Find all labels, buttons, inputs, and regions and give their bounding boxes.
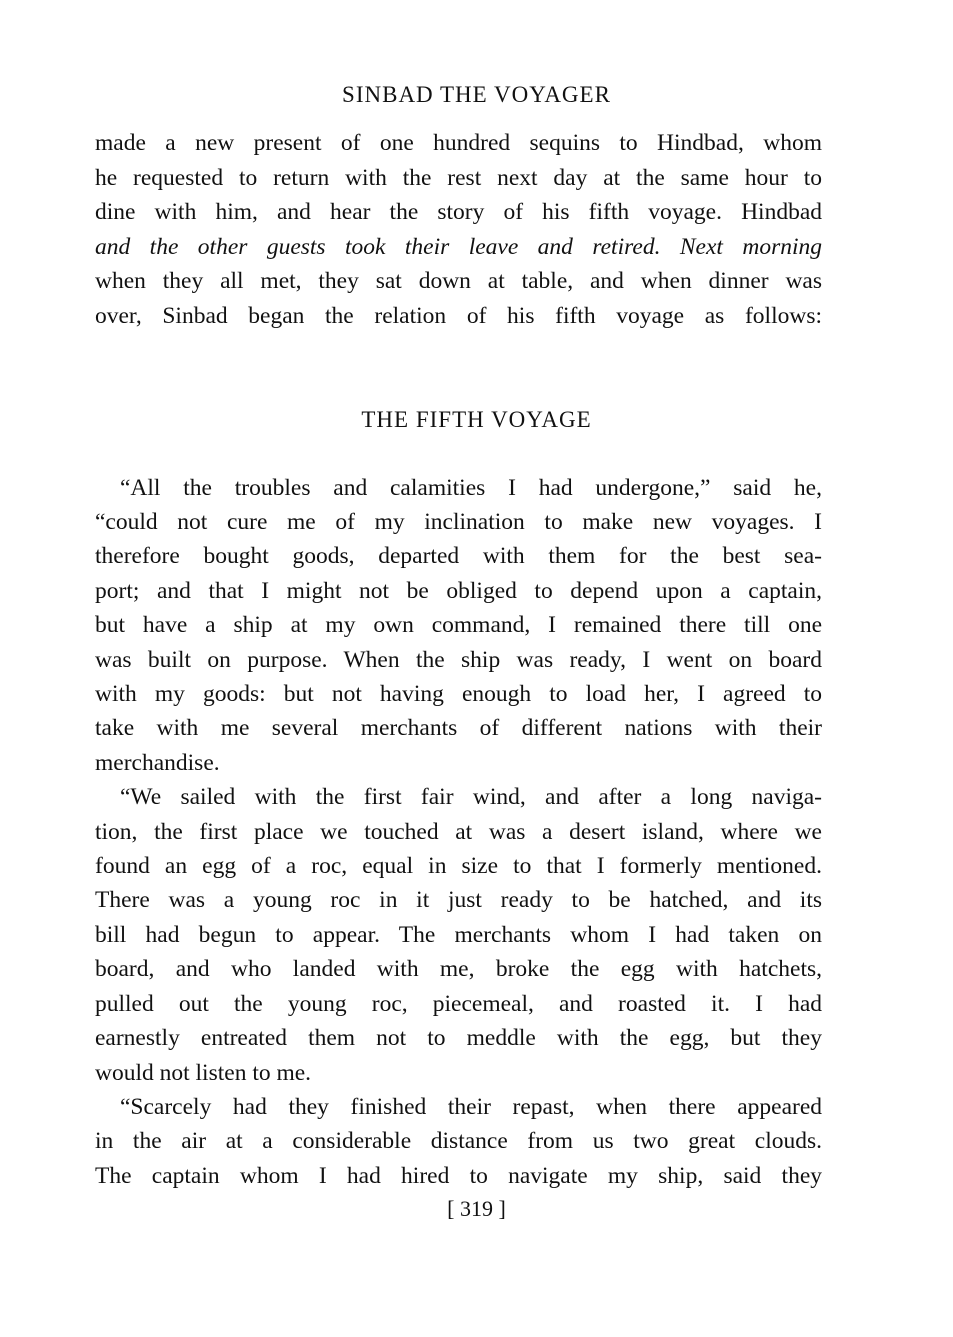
text-line: earnestly entreated them not to meddle with the egg, but they	[95, 1025, 822, 1051]
text-line: “All the troubles and calamities I had undergone,” said he,	[120, 475, 822, 501]
text-line: but have a ship at my own command, I remained there till one	[95, 612, 822, 638]
text-line: and the other guests took their leave and retired. Next morning	[95, 234, 822, 260]
text-line: “Scarcely had they finished their repast, when there appeared	[120, 1094, 822, 1120]
page-number: [ 319 ]	[447, 1196, 506, 1221]
running-head: SINBAD THE VOYAGER	[342, 82, 611, 107]
text-line: in the air at a considerable distance from us two great clouds.	[95, 1128, 822, 1154]
text-line: “could not cure me of my inclination to make new voyages. I	[95, 509, 822, 535]
text-line: dine with him, and hear the story of his fifth voyage. Hindbad	[95, 199, 822, 225]
text-line: The captain whom I had hired to navigate my ship, said they	[95, 1163, 822, 1189]
text-line: over, Sinbad began the relation of his fifth voyage as follows:	[95, 303, 822, 329]
text-line: with my goods: but not having enough to load her, I agreed to	[95, 681, 822, 707]
chapter-title: THE FIFTH VOYAGE	[361, 407, 592, 432]
text-line: “We sailed with the first fair wind, and after a long naviga-	[120, 784, 822, 810]
text-line: would not listen to me.	[95, 1060, 312, 1086]
text-line: was built on purpose. When the ship was ready, I went on board	[95, 647, 822, 673]
text-line: port; and that I might not be obliged to depend upon a captain,	[95, 578, 822, 604]
text-line: merchandise.	[95, 750, 220, 776]
text-line: tion, the first place we touched at was a desert island, where we	[95, 819, 822, 845]
text-line: therefore bought goods, departed with them for the best sea-	[95, 543, 822, 569]
text-line: made a new present of one hundred sequins to Hindbad, whom	[95, 130, 822, 156]
text-line: he requested to return with the rest next day at the same hour to	[95, 165, 822, 191]
text-line: pulled out the young roc, piecemeal, and roasted it. I had	[95, 991, 822, 1017]
text-line: board, and who landed with me, broke the egg with hatchets,	[95, 956, 822, 982]
text-line: take with me several merchants of different nations with their	[95, 715, 822, 741]
text-line: when they all met, they sat down at table, and when dinner was	[95, 268, 822, 294]
text-line: bill had begun to appear. The merchants whom I had taken on	[95, 922, 822, 948]
text-line: found an egg of a roc, equal in size to that I formerly mentioned.	[95, 853, 822, 879]
text-line: There was a young roc in it just ready to be hatched, and its	[95, 887, 822, 913]
